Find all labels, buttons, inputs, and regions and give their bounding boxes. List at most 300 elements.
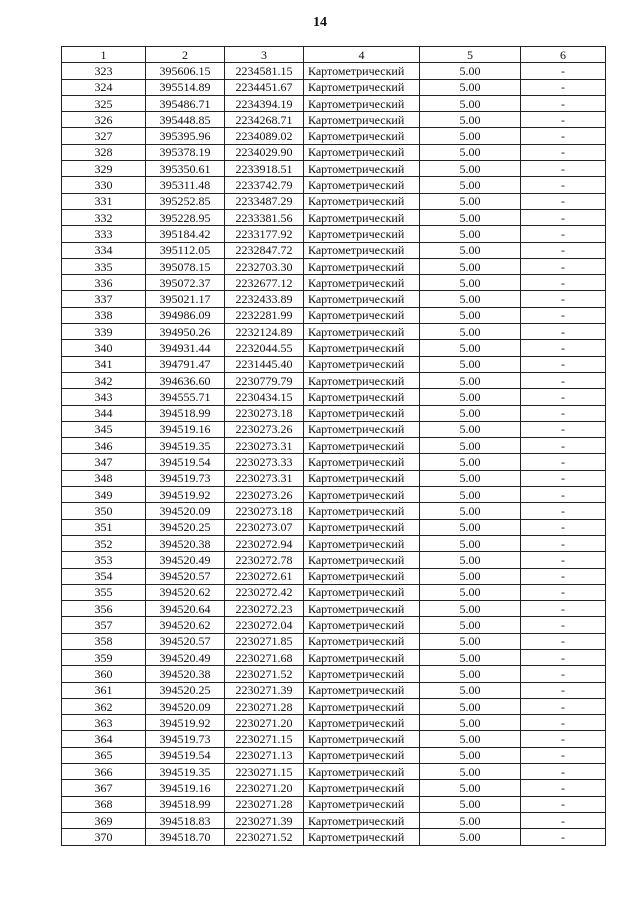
method-cell: Картометрический (304, 79, 420, 95)
table-row (62, 275, 606, 291)
x-coordinate-cell: 394519.73 (146, 731, 225, 747)
x-coordinate-cell: 394520.49 (146, 649, 225, 665)
table-row (62, 144, 606, 160)
method-cell: Картометрический (304, 324, 420, 340)
point-number-cell: 328 (62, 144, 146, 160)
table-row (62, 340, 606, 356)
x-coordinate-cell: 395021.17 (146, 291, 225, 307)
column-header-1: 1 (62, 47, 146, 63)
note-cell: - (521, 258, 606, 274)
accuracy-cell: 5.00 (420, 617, 521, 633)
y-coordinate-cell: 2233381.56 (225, 209, 304, 225)
table-row (62, 715, 606, 731)
point-number-cell: 363 (62, 715, 146, 731)
point-number-cell: 346 (62, 438, 146, 454)
method-cell: Картометрический (304, 503, 420, 519)
method-cell: Картометрический (304, 829, 420, 845)
table-row (62, 487, 606, 503)
table-row (62, 161, 606, 177)
accuracy-cell: 5.00 (420, 112, 521, 128)
method-cell: Картометрический (304, 584, 420, 600)
note-cell: - (521, 177, 606, 193)
point-number-cell: 366 (62, 764, 146, 780)
y-coordinate-cell: 2234581.15 (225, 63, 304, 79)
y-coordinate-cell: 2230271.13 (225, 747, 304, 763)
table-row (62, 535, 606, 551)
y-coordinate-cell: 2232677.12 (225, 275, 304, 291)
point-number-cell: 326 (62, 112, 146, 128)
note-cell: - (521, 454, 606, 470)
table-row (62, 780, 606, 796)
point-number-cell: 362 (62, 698, 146, 714)
x-coordinate-cell: 395252.85 (146, 193, 225, 209)
accuracy-cell: 5.00 (420, 519, 521, 535)
y-coordinate-cell: 2230273.26 (225, 487, 304, 503)
point-number-cell: 349 (62, 487, 146, 503)
table-row (62, 177, 606, 193)
table-header-row (62, 47, 606, 63)
x-coordinate-cell: 395486.71 (146, 95, 225, 111)
accuracy-cell: 5.00 (420, 291, 521, 307)
y-coordinate-cell: 2230271.28 (225, 698, 304, 714)
note-cell: - (521, 128, 606, 144)
accuracy-cell: 5.00 (420, 601, 521, 617)
method-cell: Картометрический (304, 812, 420, 828)
y-coordinate-cell: 2234089.02 (225, 128, 304, 144)
note-cell: - (521, 421, 606, 437)
point-number-cell: 334 (62, 242, 146, 258)
point-number-cell: 353 (62, 552, 146, 568)
method-cell: Картометрический (304, 649, 420, 665)
column-header-5: 5 (420, 47, 521, 63)
point-number-cell: 355 (62, 584, 146, 600)
table-row (62, 633, 606, 649)
y-coordinate-cell: 2230271.85 (225, 633, 304, 649)
point-number-cell: 341 (62, 356, 146, 372)
x-coordinate-cell: 395514.89 (146, 79, 225, 95)
accuracy-cell: 5.00 (420, 193, 521, 209)
x-coordinate-cell: 394520.25 (146, 519, 225, 535)
accuracy-cell: 5.00 (420, 63, 521, 79)
method-cell: Картометрический (304, 552, 420, 568)
method-cell: Картометрический (304, 226, 420, 242)
accuracy-cell: 5.00 (420, 796, 521, 812)
table-row (62, 242, 606, 258)
table-row (62, 63, 606, 79)
note-cell: - (521, 584, 606, 600)
table-row (62, 666, 606, 682)
note-cell: - (521, 487, 606, 503)
accuracy-cell: 5.00 (420, 829, 521, 845)
accuracy-cell: 5.00 (420, 177, 521, 193)
accuracy-cell: 5.00 (420, 209, 521, 225)
y-coordinate-cell: 2233742.79 (225, 177, 304, 193)
accuracy-cell: 5.00 (420, 764, 521, 780)
y-coordinate-cell: 2230271.39 (225, 682, 304, 698)
x-coordinate-cell: 394519.54 (146, 454, 225, 470)
x-coordinate-cell: 394520.09 (146, 503, 225, 519)
note-cell: - (521, 519, 606, 535)
accuracy-cell: 5.00 (420, 584, 521, 600)
method-cell: Картометрический (304, 161, 420, 177)
x-coordinate-cell: 395448.85 (146, 112, 225, 128)
table-row (62, 112, 606, 128)
note-cell: - (521, 275, 606, 291)
point-number-cell: 332 (62, 209, 146, 225)
point-number-cell: 358 (62, 633, 146, 649)
x-coordinate-cell: 394519.35 (146, 438, 225, 454)
point-number-cell: 333 (62, 226, 146, 242)
x-coordinate-cell: 394950.26 (146, 324, 225, 340)
note-cell: - (521, 193, 606, 209)
accuracy-cell: 5.00 (420, 421, 521, 437)
table-row (62, 470, 606, 486)
point-number-cell: 369 (62, 812, 146, 828)
accuracy-cell: 5.00 (420, 324, 521, 340)
y-coordinate-cell: 2230271.20 (225, 715, 304, 731)
point-number-cell: 348 (62, 470, 146, 486)
x-coordinate-cell: 394520.38 (146, 535, 225, 551)
accuracy-cell: 5.00 (420, 666, 521, 682)
table-row (62, 796, 606, 812)
point-number-cell: 329 (62, 161, 146, 177)
point-number-cell: 367 (62, 780, 146, 796)
table-row (62, 519, 606, 535)
y-coordinate-cell: 2230272.94 (225, 535, 304, 551)
point-number-cell: 370 (62, 829, 146, 845)
table-row (62, 405, 606, 421)
x-coordinate-cell: 395228.95 (146, 209, 225, 225)
y-coordinate-cell: 2232124.89 (225, 324, 304, 340)
point-number-cell: 324 (62, 79, 146, 95)
method-cell: Картометрический (304, 715, 420, 731)
column-header-2: 2 (146, 47, 225, 63)
note-cell: - (521, 796, 606, 812)
column-header-6: 6 (521, 47, 606, 63)
y-coordinate-cell: 2233177.92 (225, 226, 304, 242)
note-cell: - (521, 95, 606, 111)
method-cell: Картометрический (304, 372, 420, 388)
method-cell: Картометрический (304, 307, 420, 323)
table-row (62, 307, 606, 323)
accuracy-cell: 5.00 (420, 438, 521, 454)
y-coordinate-cell: 2232044.55 (225, 340, 304, 356)
note-cell: - (521, 161, 606, 177)
method-cell: Картометрический (304, 519, 420, 535)
point-number-cell: 342 (62, 372, 146, 388)
x-coordinate-cell: 395078.15 (146, 258, 225, 274)
method-cell: Картометрический (304, 535, 420, 551)
note-cell: - (521, 698, 606, 714)
table-body (62, 63, 606, 845)
method-cell: Картометрический (304, 601, 420, 617)
x-coordinate-cell: 395112.05 (146, 242, 225, 258)
table-row (62, 617, 606, 633)
point-number-cell: 339 (62, 324, 146, 340)
y-coordinate-cell: 2234029.90 (225, 144, 304, 160)
y-coordinate-cell: 2232433.89 (225, 291, 304, 307)
accuracy-cell: 5.00 (420, 470, 521, 486)
point-number-cell: 338 (62, 307, 146, 323)
table-row (62, 698, 606, 714)
y-coordinate-cell: 2230273.31 (225, 470, 304, 486)
table-row (62, 356, 606, 372)
note-cell: - (521, 470, 606, 486)
y-coordinate-cell: 2230272.23 (225, 601, 304, 617)
y-coordinate-cell: 2230273.18 (225, 503, 304, 519)
y-coordinate-cell: 2230271.52 (225, 829, 304, 845)
note-cell: - (521, 324, 606, 340)
column-header-3: 3 (225, 47, 304, 63)
y-coordinate-cell: 2230271.52 (225, 666, 304, 682)
table-row (62, 601, 606, 617)
y-coordinate-cell: 2230271.20 (225, 780, 304, 796)
method-cell: Картометрический (304, 764, 420, 780)
y-coordinate-cell: 2233918.51 (225, 161, 304, 177)
table-row (62, 79, 606, 95)
x-coordinate-cell: 395395.96 (146, 128, 225, 144)
table-row (62, 829, 606, 845)
table-row (62, 503, 606, 519)
x-coordinate-cell: 395606.15 (146, 63, 225, 79)
y-coordinate-cell: 2230779.79 (225, 372, 304, 388)
note-cell: - (521, 438, 606, 454)
accuracy-cell: 5.00 (420, 633, 521, 649)
method-cell: Картометрический (304, 421, 420, 437)
y-coordinate-cell: 2230272.42 (225, 584, 304, 600)
y-coordinate-cell: 2234268.71 (225, 112, 304, 128)
accuracy-cell: 5.00 (420, 780, 521, 796)
x-coordinate-cell: 394520.57 (146, 568, 225, 584)
y-coordinate-cell: 2230271.68 (225, 649, 304, 665)
x-coordinate-cell: 394931.44 (146, 340, 225, 356)
y-coordinate-cell: 2233487.29 (225, 193, 304, 209)
accuracy-cell: 5.00 (420, 95, 521, 111)
accuracy-cell: 5.00 (420, 242, 521, 258)
method-cell: Картометрический (304, 454, 420, 470)
x-coordinate-cell: 394520.64 (146, 601, 225, 617)
x-coordinate-cell: 394518.83 (146, 812, 225, 828)
table-row (62, 209, 606, 225)
table-row (62, 95, 606, 111)
method-cell: Картометрический (304, 731, 420, 747)
note-cell: - (521, 389, 606, 405)
point-number-cell: 368 (62, 796, 146, 812)
point-number-cell: 356 (62, 601, 146, 617)
table-row (62, 552, 606, 568)
method-cell: Картометрический (304, 258, 420, 274)
y-coordinate-cell: 2231445.40 (225, 356, 304, 372)
point-number-cell: 323 (62, 63, 146, 79)
x-coordinate-cell: 394518.99 (146, 405, 225, 421)
point-number-cell: 364 (62, 731, 146, 747)
note-cell: - (521, 209, 606, 225)
y-coordinate-cell: 2230271.39 (225, 812, 304, 828)
x-coordinate-cell: 394519.73 (146, 470, 225, 486)
method-cell: Картометрический (304, 340, 420, 356)
note-cell: - (521, 633, 606, 649)
point-number-cell: 347 (62, 454, 146, 470)
method-cell: Картометрический (304, 698, 420, 714)
accuracy-cell: 5.00 (420, 568, 521, 584)
method-cell: Картометрический (304, 291, 420, 307)
point-number-cell: 351 (62, 519, 146, 535)
point-number-cell: 365 (62, 747, 146, 763)
y-coordinate-cell: 2234394.19 (225, 95, 304, 111)
method-cell: Картометрический (304, 242, 420, 258)
method-cell: Картометрический (304, 568, 420, 584)
y-coordinate-cell: 2230273.26 (225, 421, 304, 437)
method-cell: Картометрический (304, 356, 420, 372)
accuracy-cell: 5.00 (420, 275, 521, 291)
x-coordinate-cell: 394791.47 (146, 356, 225, 372)
note-cell: - (521, 242, 606, 258)
accuracy-cell: 5.00 (420, 161, 521, 177)
x-coordinate-cell: 394519.35 (146, 764, 225, 780)
accuracy-cell: 5.00 (420, 812, 521, 828)
note-cell: - (521, 552, 606, 568)
accuracy-cell: 5.00 (420, 405, 521, 421)
table-row (62, 454, 606, 470)
point-number-cell: 325 (62, 95, 146, 111)
accuracy-cell: 5.00 (420, 307, 521, 323)
y-coordinate-cell: 2230273.33 (225, 454, 304, 470)
point-number-cell: 359 (62, 649, 146, 665)
method-cell: Картометрический (304, 112, 420, 128)
point-number-cell: 330 (62, 177, 146, 193)
accuracy-cell: 5.00 (420, 258, 521, 274)
method-cell: Картометрический (304, 177, 420, 193)
method-cell: Картометрический (304, 747, 420, 763)
note-cell: - (521, 144, 606, 160)
method-cell: Картометрический (304, 470, 420, 486)
y-coordinate-cell: 2232281.99 (225, 307, 304, 323)
table-row (62, 291, 606, 307)
x-coordinate-cell: 394520.57 (146, 633, 225, 649)
x-coordinate-cell: 395378.19 (146, 144, 225, 160)
table-row (62, 764, 606, 780)
accuracy-cell: 5.00 (420, 372, 521, 388)
note-cell: - (521, 666, 606, 682)
accuracy-cell: 5.00 (420, 682, 521, 698)
y-coordinate-cell: 2230273.31 (225, 438, 304, 454)
note-cell: - (521, 812, 606, 828)
accuracy-cell: 5.00 (420, 144, 521, 160)
y-coordinate-cell: 2230272.61 (225, 568, 304, 584)
point-number-cell: 354 (62, 568, 146, 584)
x-coordinate-cell: 394520.62 (146, 584, 225, 600)
point-number-cell: 360 (62, 666, 146, 682)
y-coordinate-cell: 2232847.72 (225, 242, 304, 258)
note-cell: - (521, 226, 606, 242)
table-row (62, 584, 606, 600)
x-coordinate-cell: 395350.61 (146, 161, 225, 177)
x-coordinate-cell: 394519.54 (146, 747, 225, 763)
note-cell: - (521, 682, 606, 698)
point-number-cell: 357 (62, 617, 146, 633)
x-coordinate-cell: 395184.42 (146, 226, 225, 242)
method-cell: Картометрический (304, 389, 420, 405)
coordinates-table (61, 46, 606, 846)
note-cell: - (521, 372, 606, 388)
note-cell: - (521, 112, 606, 128)
table-row (62, 568, 606, 584)
method-cell: Картометрический (304, 666, 420, 682)
table-row (62, 438, 606, 454)
x-coordinate-cell: 395311.48 (146, 177, 225, 193)
method-cell: Картометрический (304, 682, 420, 698)
note-cell: - (521, 715, 606, 731)
x-coordinate-cell: 394519.92 (146, 715, 225, 731)
accuracy-cell: 5.00 (420, 389, 521, 405)
y-coordinate-cell: 2230273.18 (225, 405, 304, 421)
accuracy-cell: 5.00 (420, 340, 521, 356)
x-coordinate-cell: 394520.09 (146, 698, 225, 714)
point-number-cell: 361 (62, 682, 146, 698)
table-row (62, 258, 606, 274)
x-coordinate-cell: 394520.49 (146, 552, 225, 568)
x-coordinate-cell: 394519.16 (146, 780, 225, 796)
note-cell: - (521, 503, 606, 519)
y-coordinate-cell: 2232703.30 (225, 258, 304, 274)
x-coordinate-cell: 394519.16 (146, 421, 225, 437)
note-cell: - (521, 747, 606, 763)
y-coordinate-cell: 2230434.15 (225, 389, 304, 405)
table-row (62, 812, 606, 828)
table-row (62, 372, 606, 388)
method-cell: Картометрический (304, 617, 420, 633)
method-cell: Картометрический (304, 405, 420, 421)
page-number: 14 (313, 15, 327, 30)
note-cell: - (521, 764, 606, 780)
y-coordinate-cell: 2234451.67 (225, 79, 304, 95)
method-cell: Картометрический (304, 95, 420, 111)
accuracy-cell: 5.00 (420, 487, 521, 503)
note-cell: - (521, 340, 606, 356)
point-number-cell: 344 (62, 405, 146, 421)
table-row (62, 682, 606, 698)
note-cell: - (521, 79, 606, 95)
accuracy-cell: 5.00 (420, 356, 521, 372)
method-cell: Картометрический (304, 275, 420, 291)
y-coordinate-cell: 2230272.04 (225, 617, 304, 633)
y-coordinate-cell: 2230271.15 (225, 731, 304, 747)
note-cell: - (521, 356, 606, 372)
method-cell: Картометрический (304, 144, 420, 160)
y-coordinate-cell: 2230273.07 (225, 519, 304, 535)
method-cell: Картометрический (304, 780, 420, 796)
note-cell: - (521, 291, 606, 307)
method-cell: Картометрический (304, 487, 420, 503)
accuracy-cell: 5.00 (420, 535, 521, 551)
note-cell: - (521, 63, 606, 79)
note-cell: - (521, 307, 606, 323)
column-header-4: 4 (304, 47, 420, 63)
note-cell: - (521, 535, 606, 551)
y-coordinate-cell: 2230271.28 (225, 796, 304, 812)
method-cell: Картометрический (304, 128, 420, 144)
note-cell: - (521, 780, 606, 796)
point-number-cell: 337 (62, 291, 146, 307)
y-coordinate-cell: 2230271.15 (225, 764, 304, 780)
x-coordinate-cell: 394518.99 (146, 796, 225, 812)
x-coordinate-cell: 394520.62 (146, 617, 225, 633)
x-coordinate-cell: 394636.60 (146, 372, 225, 388)
method-cell: Картометрический (304, 63, 420, 79)
x-coordinate-cell: 395072.37 (146, 275, 225, 291)
point-number-cell: 336 (62, 275, 146, 291)
x-coordinate-cell: 394986.09 (146, 307, 225, 323)
